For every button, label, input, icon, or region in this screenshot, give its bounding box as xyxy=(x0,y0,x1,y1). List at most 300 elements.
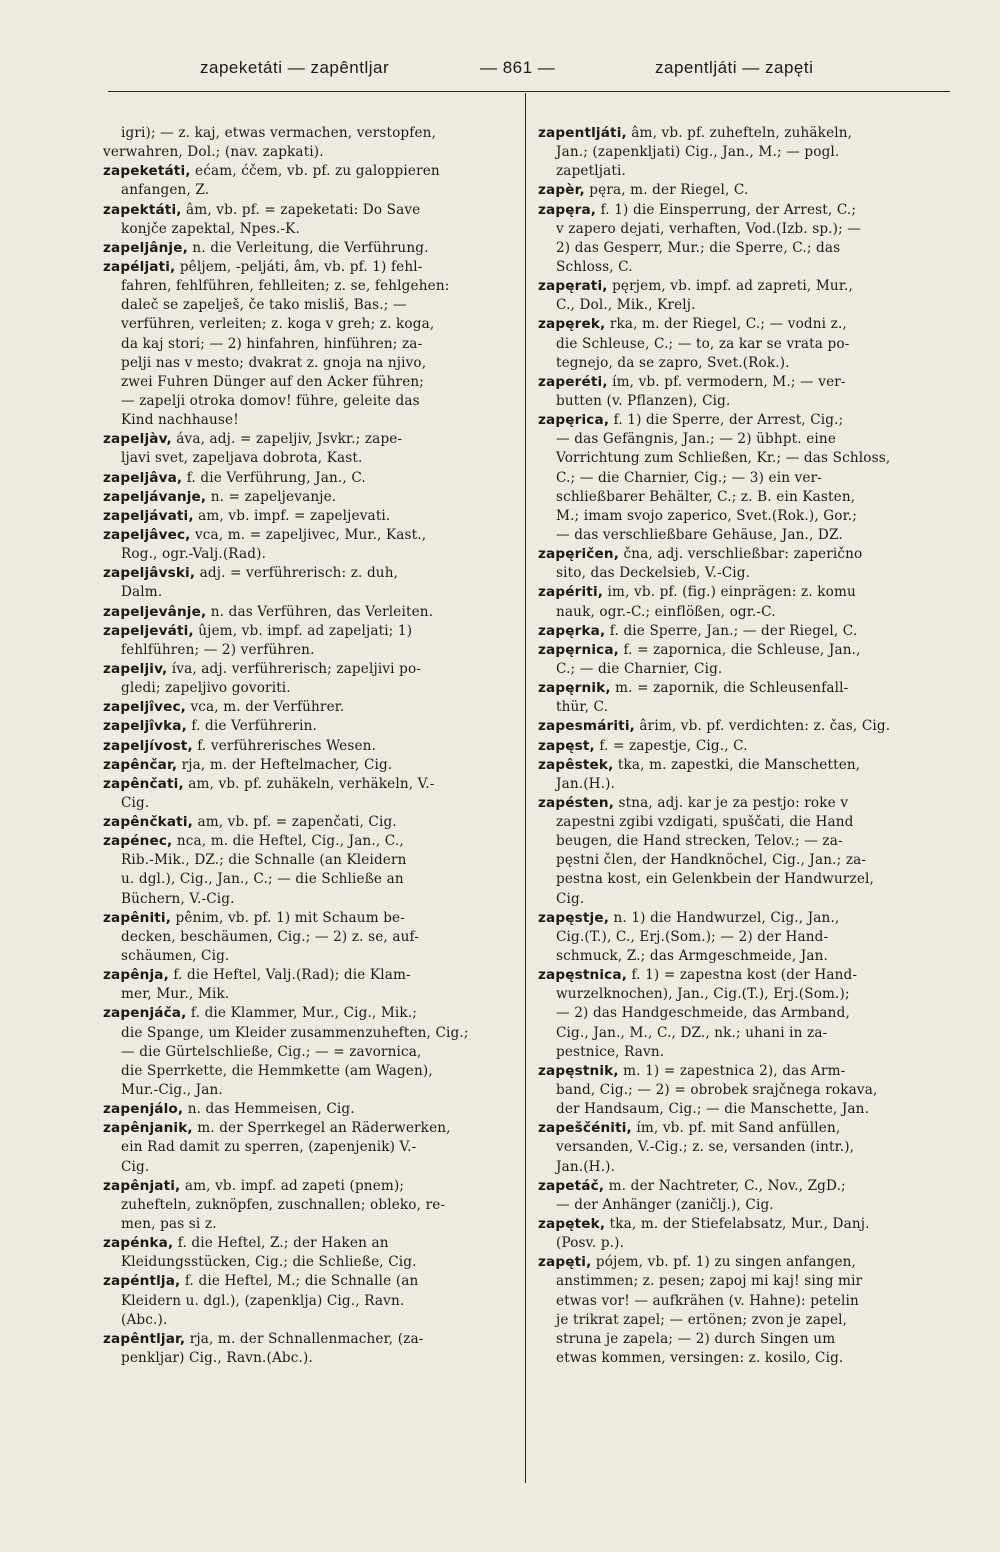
entry-text: f. 1) die Sperre, der Arrest, Cig.; xyxy=(609,412,844,429)
entry-text: adj. = verführerisch: z. duh, xyxy=(195,565,399,582)
entry-continuation-line xyxy=(103,928,518,947)
entry-continuation-line xyxy=(103,1062,518,1081)
entry-continuation-line xyxy=(538,143,953,162)
entry-text: am, vb. pf. = zapenčati, Cig. xyxy=(192,814,397,831)
entry-continuation-line xyxy=(538,1158,953,1177)
entry-text: der Handsaum, Cig.; — die Manschette, Jan. xyxy=(556,1101,870,1118)
entry-continuation-line xyxy=(103,1349,518,1368)
entry-text: schmuck, Z.; das Armgeschmeide, Jan. xyxy=(556,948,829,965)
entry-text: penkljar) Cig., Ravn.(Abc.). xyxy=(121,1350,313,1366)
entry-continuation-line xyxy=(103,143,518,162)
entry-text: die Sperrkette, die Hemmkette (am Wagen), xyxy=(121,1062,433,1079)
column-divider xyxy=(525,93,526,1483)
entry-text: f. die Verführerin. xyxy=(186,718,317,735)
entry-text: daleč se zapelješ, če tako misliš, Bas.; — xyxy=(121,297,407,314)
entry-text: sito, das Deckelsieb, V.-Cig. xyxy=(556,565,751,582)
entry-text: íva, adj. verführerisch; zapeljivi po- xyxy=(167,660,422,677)
entry-text: Jan.(H.). xyxy=(556,775,616,792)
headword: zapeljîvka, xyxy=(103,718,187,735)
entry-text: f. die Klammer, Mur., Cig., Mik.; xyxy=(186,1005,418,1022)
headword: zapeljâva, xyxy=(103,469,183,486)
entry-continuation-line xyxy=(103,985,518,1004)
headword: zapętek, xyxy=(538,1216,606,1233)
entry-continuation-line xyxy=(538,1138,953,1157)
entry-continuation-line xyxy=(538,985,953,1004)
entry-continuation-line xyxy=(103,1081,518,1100)
entry-line xyxy=(538,679,953,698)
headword: zapênčar, xyxy=(103,756,178,773)
headword: zapênjanik, xyxy=(103,1120,193,1137)
entry-continuation-line xyxy=(538,354,953,373)
entry-text: pęstni člen, der Handknöchel, Cig., Jan.; za- xyxy=(556,852,867,869)
entry-text: C.; — die Charnier, Cig. xyxy=(556,660,723,677)
entry-text: mer, Mur., Mik. xyxy=(121,986,230,1003)
entry-continuation-line xyxy=(538,928,953,947)
entry-line xyxy=(103,603,518,622)
entry-line xyxy=(103,162,518,181)
headword: zapênjati, xyxy=(103,1177,181,1194)
entry-text: schließbarer Behälter, C.; z. B. ein Kasten, xyxy=(556,488,856,505)
entry-continuation-line xyxy=(103,335,518,354)
entry-line xyxy=(538,1177,953,1196)
entry-continuation-line xyxy=(538,526,953,545)
entry-continuation-line xyxy=(538,1081,953,1100)
entry-text: — zapelji otroka domov! führe, geleite das xyxy=(121,392,420,409)
entry-text: zuhefteln, zuknöpfen, zuschnallen; obleko, re- xyxy=(121,1196,446,1213)
entry-text: nauk, ogr.-C.; einflößen, ogr.-C. xyxy=(556,603,776,620)
entry-text: Kleidungsstücken, Cig.; die Schließe, Cig. xyxy=(121,1254,417,1271)
headword: zapênčati, xyxy=(103,775,184,792)
entry-continuation-line xyxy=(538,1196,953,1215)
entry-continuation-line xyxy=(103,1024,518,1043)
entry-text: verwahren, Dol.; (nav. zapkati). xyxy=(103,144,324,161)
entry-text: pestnice, Ravn. xyxy=(556,1043,665,1060)
headword: zaperéti, xyxy=(538,373,608,390)
entry-text: f. verführerisches Wesen. xyxy=(192,737,377,754)
entry-text: Cig., Jan., M., C., DZ., nk.; uhani in za- xyxy=(556,1024,828,1041)
entry-continuation-line xyxy=(538,296,953,315)
entry-line xyxy=(103,1119,518,1138)
right-column xyxy=(538,124,953,1368)
entry-continuation-line xyxy=(103,545,518,564)
entry-text: Jan.; (zapenkljati) Cig., Jan., M.; — pogl. xyxy=(556,144,840,161)
entry-text: Cig. xyxy=(121,1158,150,1175)
headword: zapênja, xyxy=(103,967,169,984)
entry-line xyxy=(103,622,518,641)
entry-text: rja, m. der Heftelmacher, Cig. xyxy=(177,756,393,773)
headword: zapęrek, xyxy=(538,316,606,333)
page-number: — 861 — xyxy=(480,58,556,77)
entry-continuation-line xyxy=(538,1100,953,1119)
entry-text: pelji nas v mesto; dvakrat z. gnoja na njivo, xyxy=(121,354,427,371)
entry-continuation-line xyxy=(538,603,953,622)
entry-text: thür, C. xyxy=(556,699,609,716)
entry-continuation-line xyxy=(538,1234,953,1253)
entry-text: decken, beschäumen, Cig.; — 2) z. se, auf- xyxy=(121,928,419,945)
headword: zapęstnik, xyxy=(538,1062,619,1079)
entry-text: f. die Sperre, Jan.; — der Riegel, C. xyxy=(605,622,858,639)
headword: zapêstek, xyxy=(538,756,614,773)
entry-line xyxy=(103,832,518,851)
headword: zapeljiv, xyxy=(103,660,168,677)
entry-text: u. dgl.), Cig., Jan., C.; — die Schließe an xyxy=(121,871,404,888)
entry-continuation-line xyxy=(538,775,953,794)
entry-text: Mur.-Cig., Jan. xyxy=(121,1082,223,1099)
entry-continuation-line xyxy=(103,870,518,889)
entry-text: konjče zapektal, Npes.-K. xyxy=(121,220,300,237)
entry-continuation-line xyxy=(538,1330,953,1349)
entry-line xyxy=(538,315,953,334)
entry-text: Dalm. xyxy=(121,584,163,601)
entry-continuation-line xyxy=(538,239,953,258)
entry-continuation-line xyxy=(538,832,953,851)
entry-text: ím, vb. pf. mit Sand anfüllen, xyxy=(631,1120,841,1137)
entry-line xyxy=(538,909,953,928)
headword: zapenjálo, xyxy=(103,1101,184,1118)
entry-continuation-line xyxy=(538,1024,953,1043)
entry-text: tegnejo, da se zapro, Svet.(Rok.). xyxy=(556,354,790,371)
headword: zapénec, xyxy=(103,833,173,850)
entry-text: M.; imam svojo zaperico, Svet.(Rok.), Gor.; xyxy=(556,507,857,524)
entry-text: die Schleuse, C.; — to, za kar se vrata po- xyxy=(556,335,850,352)
entry-continuation-line xyxy=(538,469,953,488)
entry-line xyxy=(103,775,518,794)
entry-line xyxy=(103,813,518,832)
entry-continuation-line xyxy=(103,181,518,200)
entry-line xyxy=(103,258,518,277)
entry-text: Cig.(T.), C., Erj.(Som.); — 2) der Hand- xyxy=(556,928,829,945)
headword: zapesmáriti, xyxy=(538,718,635,735)
entry-text: band, Cig.; — 2) = obrobek srajčnega rokava, xyxy=(556,1082,878,1099)
entry-text: zapetljati. xyxy=(556,163,626,180)
entry-text: etwas kommen, versingen: z. kosilo, Cig. xyxy=(556,1350,844,1366)
entry-line xyxy=(103,1100,518,1119)
headword: zapêniti, xyxy=(103,909,172,926)
entry-text: vca, m. = zapeljivec, Mur., Kast., xyxy=(190,526,427,543)
entry-continuation-line xyxy=(538,258,953,277)
headword: zapeščéniti, xyxy=(538,1120,632,1137)
headword: zapęrica, xyxy=(538,412,610,429)
entry-line xyxy=(103,698,518,717)
entry-line xyxy=(103,1330,518,1349)
entry-text: čna, adj. verschließbar: zaperično xyxy=(619,546,863,563)
running-header xyxy=(100,58,950,88)
entry-line xyxy=(103,660,518,679)
entry-text: âm, vb. pf. zuhefteln, zuhäkeln, xyxy=(626,125,853,141)
headword: zapênčkati, xyxy=(103,814,193,831)
headword: zapeljávati, xyxy=(103,507,194,524)
entry-line xyxy=(103,469,518,488)
entry-text: C.; — die Charnier, Cig.; — 3) ein ver- xyxy=(556,469,823,486)
entry-text: (Posv. p.). xyxy=(556,1235,625,1252)
entry-continuation-line xyxy=(538,698,953,717)
entry-text: m. der Sperrkegel an Räderwerken, xyxy=(192,1120,451,1137)
entry-text: igri); — z. kaj, etwas vermachen, verstopfen, xyxy=(121,125,437,141)
entry-text: anstimmen; z. pesen; zapoj mi kaj! sing mir xyxy=(556,1273,863,1290)
entry-continuation-line xyxy=(538,449,953,468)
entry-text: tka, m. der Stiefelabsatz, Mur., Danj. xyxy=(605,1216,870,1233)
entry-text: am, vb. impf. ad zapeti (pnem); xyxy=(180,1177,405,1194)
entry-continuation-line xyxy=(103,1158,518,1177)
entry-text: da kaj stori; — 2) hinfahren, hinführen; za- xyxy=(121,335,423,352)
entry-continuation-line xyxy=(103,373,518,392)
entry-line xyxy=(103,1004,518,1023)
headword: zapéntlja, xyxy=(103,1273,181,1290)
entry-continuation-line xyxy=(538,1004,953,1023)
headword: zapeljîvec, xyxy=(103,699,186,716)
entry-text: am, vb. impf. = zapeljevati. xyxy=(193,507,391,524)
entry-continuation-line xyxy=(103,851,518,870)
entry-text: áva, adj. = zapeljiv, Jsvkr.; zape- xyxy=(171,431,403,448)
entry-line xyxy=(538,1062,953,1081)
entry-continuation-line xyxy=(103,890,518,909)
entry-text: ârim, vb. pf. verdichten: z. čas, Cig. xyxy=(634,718,891,735)
entry-text: pęra, m. der Riegel, C. xyxy=(584,182,749,199)
entry-text: je trikrat zapel; — ertönen; zvon je zapel, xyxy=(556,1311,848,1328)
headword: zapêntljar, xyxy=(103,1330,186,1347)
entry-text: am, vb. pf. zuhäkeln, verhäkeln, V.- xyxy=(183,775,435,792)
entry-text: Cig. xyxy=(121,794,150,811)
entry-continuation-line xyxy=(103,1043,518,1062)
entry-text: etwas vor! — aufkrähen (v. Hahne): petelin xyxy=(556,1292,859,1309)
entry-text: m. = zapornik, die Schleusenfall- xyxy=(610,680,849,697)
entry-text: ećam, ćčem, vb. pf. zu galoppieren xyxy=(190,163,440,180)
headword: zapèr, xyxy=(538,182,585,199)
entry-text: Jan.(H.). xyxy=(556,1158,616,1175)
entry-continuation-line xyxy=(538,947,953,966)
headword: zapęričen, xyxy=(538,546,620,563)
headword: zapeljávanje, xyxy=(103,488,207,505)
headword: zapeljevânje, xyxy=(103,603,207,620)
entry-line xyxy=(538,1119,953,1138)
entry-line xyxy=(103,966,518,985)
entry-text: m. 1) = zapestnica 2), das Arm- xyxy=(618,1062,846,1079)
entry-text: 2) das Gesperr, Mur.; die Sperre, C.; das xyxy=(556,239,841,256)
entry-continuation-line xyxy=(538,488,953,507)
entry-continuation-line xyxy=(103,1138,518,1157)
entry-continuation-line xyxy=(103,794,518,813)
entry-line xyxy=(538,124,953,143)
entry-text: verführen, verleiten; z. koga v greh; z. koga, xyxy=(121,316,435,333)
entry-text: fehlführen; — 2) verführen. xyxy=(121,641,315,658)
entry-line xyxy=(538,201,953,220)
entry-text: — die Gürtelschließe, Cig.; — = zavornica, xyxy=(121,1043,422,1060)
entry-line xyxy=(538,277,953,296)
entry-continuation-line xyxy=(103,124,518,143)
headword: zapęrnik, xyxy=(538,680,611,697)
entry-text: — 2) das Handgeschmeide, das Armband, xyxy=(556,1005,850,1022)
entry-continuation-line xyxy=(538,660,953,679)
entry-continuation-line xyxy=(538,851,953,870)
entry-text: — der Anhänger (zaničlj.), Cig. xyxy=(556,1196,774,1213)
entry-text: anfangen, Z. xyxy=(121,182,210,199)
entry-line xyxy=(538,1253,953,1272)
entry-line xyxy=(538,583,953,602)
header-right-guide: zapentljáti — zapęti xyxy=(655,58,814,77)
entry-text: f. die Heftel, M.; die Schnalle (an xyxy=(180,1273,419,1290)
entry-line xyxy=(538,641,953,660)
entry-text: âm, vb. pf. = zapeketati: Do Save xyxy=(181,201,421,218)
entry-continuation-line xyxy=(103,449,518,468)
entry-continuation-line xyxy=(538,507,953,526)
entry-text: f. die Verführung, Jan., C. xyxy=(182,469,366,486)
headword: zapésten, xyxy=(538,794,615,811)
entry-line xyxy=(538,545,953,564)
entry-line xyxy=(103,909,518,928)
headword: zapęst, xyxy=(538,737,595,754)
entry-text: beugen, die Hand strecken, Telov.; — za- xyxy=(556,833,843,850)
entry-line xyxy=(538,756,953,775)
entry-text: nca, m. die Heftel, Cig., Jan., C., xyxy=(172,833,404,850)
entry-text: ím, vb. pf. vermodern, M.; — ver- xyxy=(607,373,846,390)
entry-continuation-line xyxy=(538,890,953,909)
entry-text: n. = zapeljevanje. xyxy=(206,488,337,505)
entry-text: f. 1) die Einsperrung, der Arrest, C.; xyxy=(596,201,857,218)
entry-line xyxy=(538,966,953,985)
entry-text: Kleidern u. dgl.), (zapenklja) Cig., Ravn. xyxy=(121,1292,405,1309)
entry-continuation-line xyxy=(538,1272,953,1291)
headword: zapenjáča, xyxy=(103,1005,187,1022)
entry-text: pênim, vb. pf. 1) mit Schaum be- xyxy=(171,909,405,926)
headword: zapęrnica, xyxy=(538,641,619,658)
entry-line xyxy=(538,717,953,736)
entry-text: Schloss, C. xyxy=(556,258,633,275)
headword: zapéljati, xyxy=(103,258,176,275)
headword: zapeljânje, xyxy=(103,239,188,256)
headword: zapęstnica, xyxy=(538,967,628,984)
entry-text: f. = zapestje, Cig., C. xyxy=(594,737,748,754)
entry-text: v zapero dejati, verhaften, Vod.(Izb. sp.); — xyxy=(556,220,862,237)
entry-text: wurzelknochen), Jan., Cig.(T.), Erj.(Som.); xyxy=(556,986,850,1003)
entry-continuation-line xyxy=(103,354,518,373)
entry-text: pęrjem, vb. impf. ad zapreti, Mur., xyxy=(607,278,853,295)
entry-text: gledi; zapeljivo govoriti. xyxy=(121,680,291,697)
entry-text: Rog., ogr.-Valj.(Rad). xyxy=(121,546,267,563)
entry-continuation-line xyxy=(103,947,518,966)
entry-text: Vorrichtung zum Schließen, Kr.; — das Schloss, xyxy=(556,450,891,467)
entry-line xyxy=(103,737,518,756)
headword: zapęra, xyxy=(538,201,597,218)
entry-text: (Abc.). xyxy=(121,1311,168,1328)
entry-continuation-line xyxy=(103,1311,518,1330)
entry-text: vca, m. der Verführer. xyxy=(185,699,345,716)
entry-continuation-line xyxy=(103,315,518,334)
headword: zapeljàv, xyxy=(103,431,172,448)
entry-continuation-line xyxy=(103,296,518,315)
entry-text: C., Dol., Mik., Krelj. xyxy=(556,297,696,314)
entry-text: n. das Verführen, das Verleiten. xyxy=(206,603,434,620)
entry-text: ein Rad damit zu sperren, (zapenjenik) V.- xyxy=(121,1139,417,1156)
entry-continuation-line xyxy=(103,277,518,296)
headword: zapeljívost, xyxy=(103,737,193,754)
entry-text: ljavi svet, zapeljava dobrota, Kast. xyxy=(121,450,363,467)
entry-text: pójem, vb. pf. 1) zu singen anfangen, xyxy=(591,1254,857,1271)
entry-line xyxy=(103,1272,518,1291)
entry-continuation-line xyxy=(538,564,953,583)
header-rule xyxy=(108,91,950,92)
entry-text: stna, adj. kar je za pestjo: roke v xyxy=(614,794,849,811)
entry-line xyxy=(103,756,518,775)
entry-text: Cig. xyxy=(556,890,585,907)
entry-line xyxy=(103,564,518,583)
entry-line xyxy=(103,239,518,258)
entry-text: rka, m. der Riegel, C.; — vodni z., xyxy=(605,316,847,333)
headword: zapęstje, xyxy=(538,909,610,926)
entry-line xyxy=(538,373,953,392)
entry-continuation-line xyxy=(103,641,518,660)
entry-continuation-line xyxy=(538,1349,953,1368)
headword: zapektáti, xyxy=(103,201,182,218)
headword: zapetáč, xyxy=(538,1177,605,1194)
entry-text: Kind nachhause! xyxy=(121,412,239,429)
entry-text: pêljem, -peljáti, âm, vb. pf. 1) fehl- xyxy=(175,258,423,275)
entry-continuation-line xyxy=(103,583,518,602)
entry-continuation-line xyxy=(538,1043,953,1062)
entry-continuation-line xyxy=(538,220,953,239)
entry-text: im, vb. pf. (fig.) einprägen: z. komu xyxy=(603,584,856,601)
entry-text: Büchern, V.-Cig. xyxy=(121,890,235,907)
entry-text: f. = zapornica, die Schleuse, Jan., xyxy=(618,641,861,658)
entry-text: — das verschließbare Gehäuse, Jan., DZ. xyxy=(556,526,843,543)
entry-text: n. das Hemmeisen, Cig. xyxy=(183,1101,355,1118)
entry-text: fahren, fehlführen, fehlleiten; z. se, fehlgehen: xyxy=(121,278,450,295)
entry-continuation-line xyxy=(103,1292,518,1311)
entry-text: — das Gefängnis, Jan.; — 2) übhpt. eine xyxy=(556,431,837,448)
entry-text: ûjem, vb. impf. ad zapeljati; 1) xyxy=(193,622,413,639)
entry-continuation-line xyxy=(103,1253,518,1272)
entry-text: f. 1) = zapestna kost (der Hand- xyxy=(627,967,858,984)
headword: zapęrka, xyxy=(538,622,606,639)
entry-text: n. die Verleitung, die Verführung. xyxy=(187,239,429,256)
entry-text: zwei Fuhren Dünger auf den Acker führen; xyxy=(121,373,425,390)
entry-text: pestna kost, ein Gelenkbein der Handwurzel, xyxy=(556,871,874,888)
headword: zapęti, xyxy=(538,1254,592,1271)
entry-text: n. 1) die Handwurzel, Cig., Jan., xyxy=(609,909,840,926)
entry-line xyxy=(538,794,953,813)
left-column xyxy=(103,124,518,1368)
entry-continuation-line xyxy=(103,1215,518,1234)
entry-line xyxy=(103,488,518,507)
entry-line xyxy=(103,1234,518,1253)
headword: zapęrati, xyxy=(538,278,608,295)
entry-text: schäumen, Cig. xyxy=(121,948,230,965)
entry-text: butten (v. Pflanzen), Cig. xyxy=(556,392,731,409)
entry-text: men, pas si z. xyxy=(121,1216,217,1233)
entry-continuation-line xyxy=(538,430,953,449)
headword: zapeljeváti, xyxy=(103,622,194,639)
entry-line xyxy=(103,507,518,526)
entry-line xyxy=(538,411,953,430)
entry-continuation-line xyxy=(103,392,518,411)
entry-continuation-line xyxy=(103,411,518,430)
entry-line xyxy=(538,181,953,200)
entry-continuation-line xyxy=(538,813,953,832)
entry-continuation-line xyxy=(538,162,953,181)
entry-continuation-line xyxy=(538,335,953,354)
entry-line xyxy=(103,526,518,545)
entry-line xyxy=(538,737,953,756)
headword: zapeljâvec, xyxy=(103,526,191,543)
entry-text: f. die Heftel, Valj.(Rad); die Klam- xyxy=(168,967,411,984)
headword: zapeljâvski, xyxy=(103,565,196,582)
entry-continuation-line xyxy=(538,392,953,411)
entry-line xyxy=(538,1215,953,1234)
headword: zapeketáti, xyxy=(103,163,191,180)
entry-continuation-line xyxy=(103,679,518,698)
entry-text: zapestni zgibi vzdigati, spuščati, die Hand xyxy=(556,814,854,831)
entry-text: rja, m. der Schnallenmacher, (za- xyxy=(185,1330,424,1347)
entry-line xyxy=(103,430,518,449)
